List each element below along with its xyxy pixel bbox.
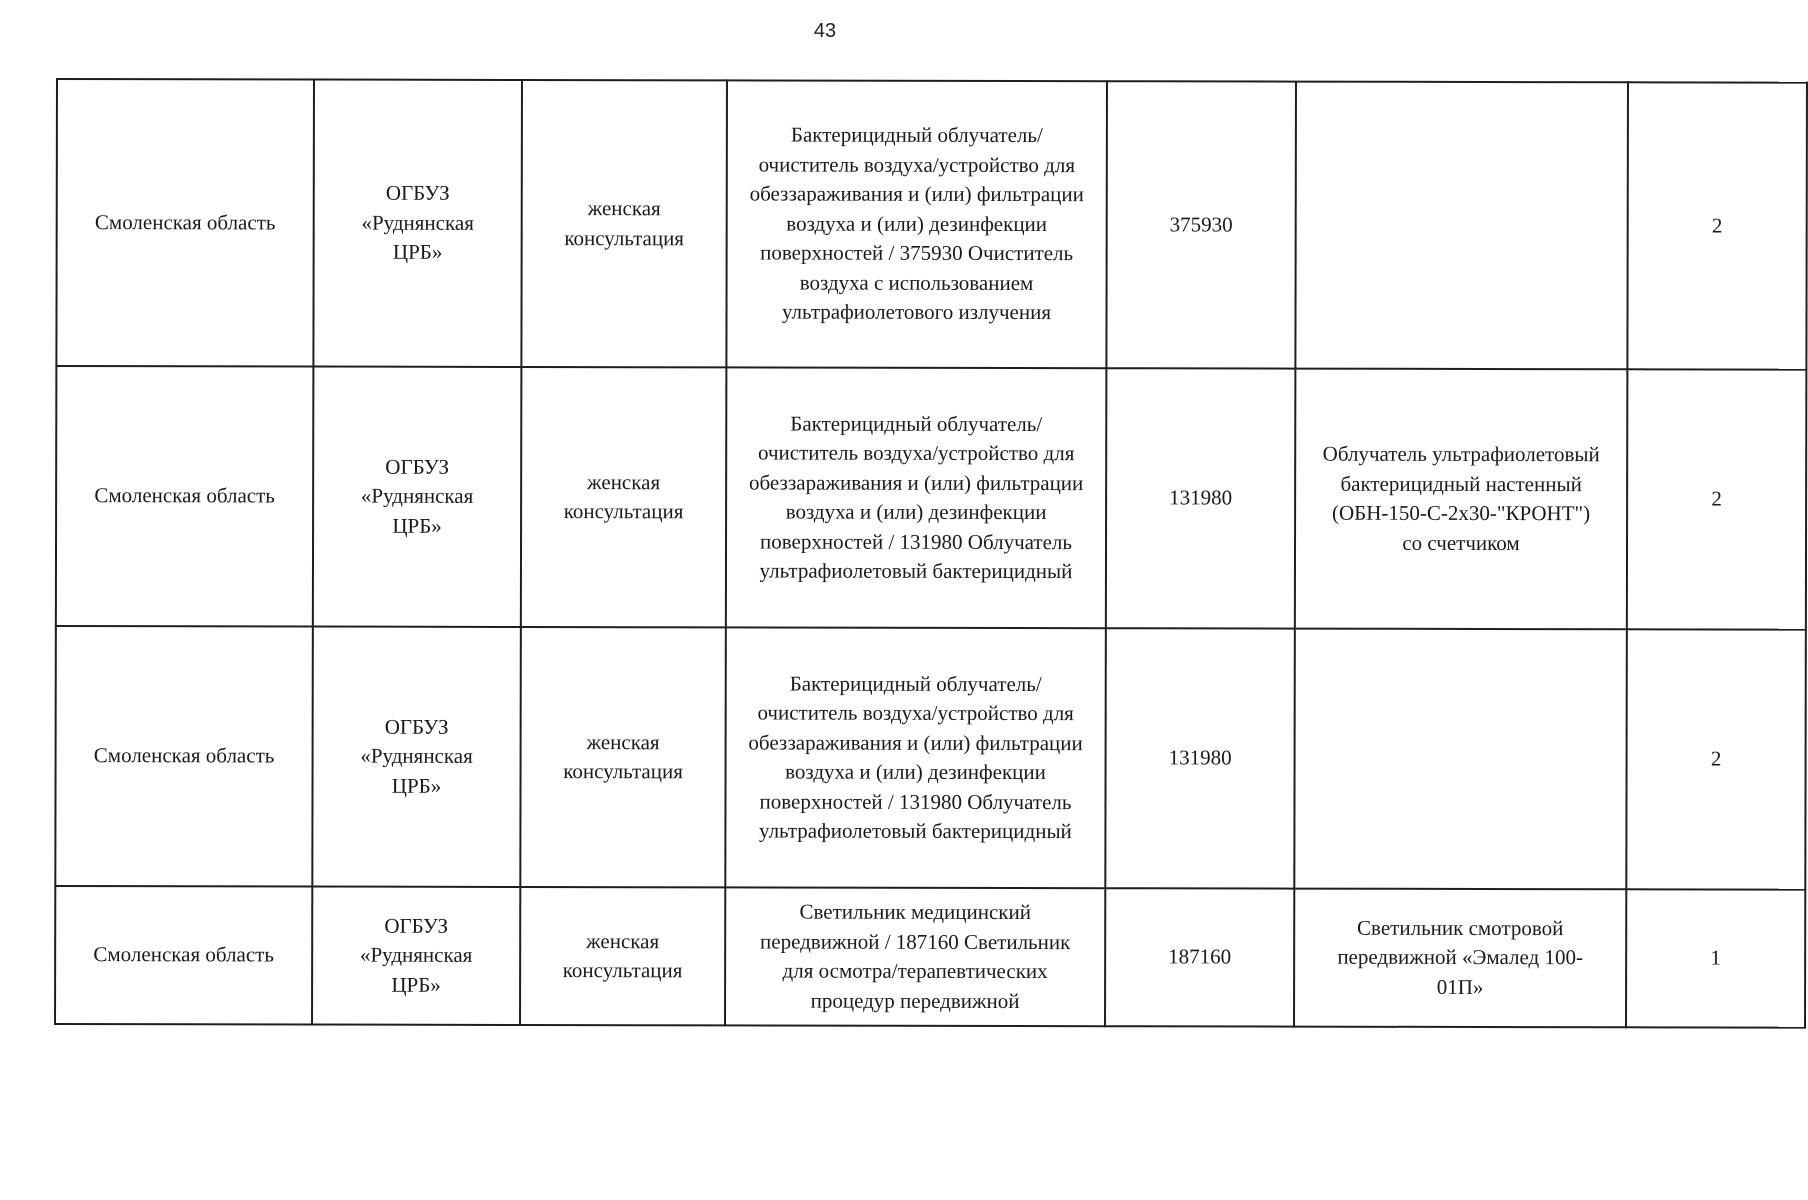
table-row	[56, 366, 1807, 630]
quantity-cell: 2	[1627, 369, 1807, 629]
page-number: 43	[813, 20, 837, 42]
quantity-cell: 1	[1626, 889, 1805, 1027]
organization-cell: ОГБУЗ «Руднянская ЦРБ»	[312, 887, 520, 1025]
code-cell: 187160	[1105, 888, 1294, 1026]
table-row	[55, 626, 1806, 890]
organization-cell: ОГБУЗ «Руднянская ЦРБ»	[313, 80, 522, 367]
equipment-table-container	[54, 78, 1723, 1028]
description-cell: Светильник медицинский передвижной / 187160 Светильник для осмотра/терапевтических процедур передвижной	[725, 887, 1105, 1026]
equipment-table	[54, 78, 1808, 1029]
code-cell: 375930	[1106, 81, 1296, 368]
table-row	[55, 886, 1805, 1028]
department-cell: женская консультация	[521, 367, 727, 627]
region-cell: Смоленская область	[55, 626, 313, 887]
department-cell: женская консультация	[520, 887, 725, 1025]
quantity-cell: 2	[1626, 629, 1806, 889]
model-cell: Облучатель ультрафиолетовый бактерицидный настенный (ОБН-150-С-2х30-"КРОНТ") со счетчиком	[1295, 369, 1628, 630]
description-cell: Бактерицидный облучатель/очиститель воздуха/устройство для обеззараживания и (или) фильтрации воздуха и (или) дезинфекции поверхностей / 131980 Облучатель ультрафиолетовый бактерицидный	[725, 627, 1106, 888]
region-cell: Смоленская область	[56, 366, 314, 627]
description-cell: Бактерицидный облучатель/очиститель воздуха/устройство для обеззараживания и (или) фильтрации воздуха и (или) дезинфекции поверхностей / 375930 Очиститель воздуха с использованием ультрафиолетового излучения	[726, 80, 1107, 368]
organization-cell: ОГБУЗ «Руднянская ЦРБ»	[313, 367, 522, 627]
code-cell: 131980	[1106, 368, 1296, 628]
table-row	[56, 79, 1807, 370]
quantity-cell: 2	[1627, 82, 1807, 369]
code-cell: 131980	[1105, 628, 1295, 888]
organization-cell: ОГБУЗ «Руднянская ЦРБ»	[312, 627, 521, 887]
model-cell	[1294, 629, 1627, 890]
model-cell: Светильник смотровой передвижной «Эмалед 100-01П»	[1294, 889, 1626, 1028]
region-cell: Смоленская область	[55, 886, 312, 1025]
region-cell: Смоленская область	[56, 79, 314, 367]
model-cell	[1295, 82, 1628, 370]
department-cell: женская консультация	[520, 627, 726, 887]
department-cell: женская консультация	[521, 80, 727, 367]
description-cell: Бактерицидный облучатель/очиститель воздуха/устройство для обеззараживания и (или) фильтрации воздуха и (или) дезинфекции поверхностей / 131980 Облучатель ультрафиолетовый бактерицидный	[726, 367, 1107, 628]
